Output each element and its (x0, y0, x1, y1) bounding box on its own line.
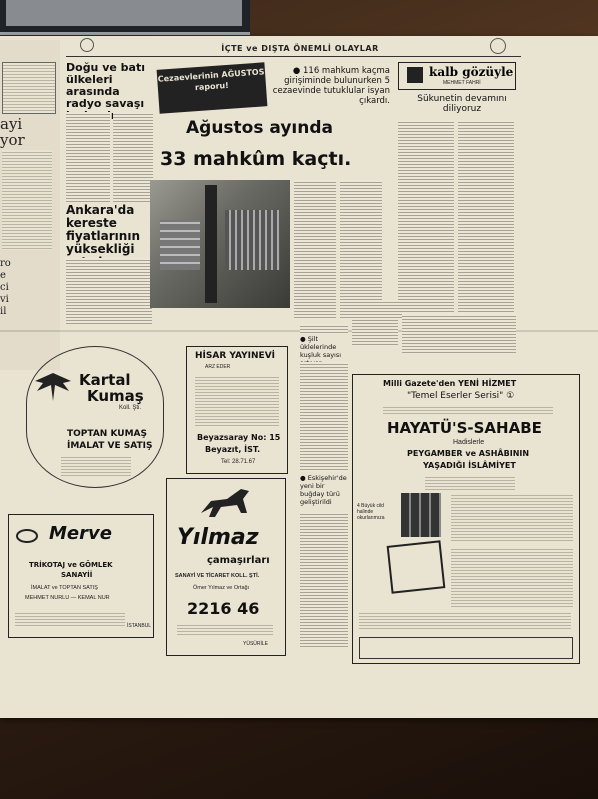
emblem-icon (80, 38, 94, 52)
hisar-title: HİSAR YAYINEVİ (195, 351, 276, 361)
yilmaz-line-1: çamaşırları (207, 555, 270, 566)
milli-book-title: HAYATÜ'S-SAHABE (387, 419, 542, 437)
hisar-address-2: Beyazıt, İST. (205, 445, 261, 454)
merve-name: Merve (49, 523, 112, 544)
milli-top-line: Milli Gazete'den YENİ HİZMET (383, 379, 517, 388)
text-column (294, 180, 336, 320)
ad-fine-print (359, 611, 571, 631)
kartal-ad (26, 346, 164, 488)
ad-fine-print (451, 547, 573, 607)
text-column (66, 112, 110, 202)
yilmaz-footer: YÜSÜRİLE (243, 641, 269, 647)
text-column (66, 258, 152, 324)
yilmaz-owners: Ömer Yılmaz ve Ortağı (193, 585, 250, 591)
fragment-text: ayi yor (0, 115, 25, 149)
books-icon (401, 493, 441, 537)
hisar-phone: Tel: 28.71.67 (221, 459, 256, 465)
hisar-subtitle: ARZ EDER (205, 364, 231, 370)
text-column (352, 300, 398, 346)
yilmaz-name: Yılmaz (177, 525, 259, 550)
text-column (2, 150, 52, 250)
column-title: kalb gözüyle (429, 65, 514, 79)
heart-icon (407, 67, 423, 83)
ad-fine-print (383, 405, 553, 415)
section-header: İÇTE ve DIŞTA ÖNEMLİ OLAYLAR (221, 44, 379, 53)
kartal-suffix: Koll. Şti. (119, 405, 142, 411)
hisar-ad (186, 346, 288, 474)
merve-line-1: TRİKOTAJ ve GÖMLEK (29, 561, 113, 569)
mid-deck: ● Şilt üklelerinde kuşluk sayısı (300, 335, 342, 359)
milli-caption: 4 Büyük cild halinde okurlarımıza (357, 503, 385, 521)
ad-fine-print (15, 611, 125, 627)
ad-fine-print (425, 475, 515, 491)
main-headline-line1: Ağustos ayında (186, 118, 333, 138)
text-column (113, 112, 153, 202)
flower-icon (15, 527, 39, 545)
story-headline: Doğu ve batı ülkeleri arasında radyo savaşı (66, 61, 146, 110)
yilmaz-line-2: SANAYİ VE TİCARET KOLL. ŞTİ. (175, 573, 260, 579)
milli-sub-1: Hadislerle (453, 439, 485, 446)
text-column (340, 180, 382, 320)
kartal-tagline-1: TOPTAN KUMAŞ (67, 429, 147, 439)
ad-fine-print (61, 455, 131, 477)
fragment-text: ro e ci vi il (0, 258, 11, 317)
column-title-box (398, 62, 516, 90)
kartal-tagline-2: İMALAT VE SATIŞ (67, 441, 153, 451)
milli-sub-2: PEYGAMBER ve ASHÂBININ (407, 449, 530, 458)
milli-series: "Temel Eserler Serisi" ① (407, 391, 515, 401)
merve-line-2: SANAYİİ (61, 571, 93, 579)
story-headline: Ankara'da kereste fiyatlarının yüksekliği (66, 203, 140, 256)
ad-fine-print (451, 493, 573, 543)
merve-owners: MEHMET NURLU — KEMAL NUR (25, 595, 110, 601)
text-column (398, 120, 454, 320)
eagle-icon (33, 367, 73, 403)
milli-sub-3: YAŞADIĞI İSLÂMİYET (423, 461, 516, 470)
kartal-name-2: Kumaş (87, 387, 144, 405)
header-rule (66, 56, 521, 57)
yilmaz-ad (166, 478, 286, 656)
prison-photo (150, 180, 290, 308)
milli-gazete-ad (352, 374, 580, 664)
merve-line-3: İMALAT ve TOPTAN SATIŞ (31, 585, 98, 591)
merve-ad (8, 514, 154, 638)
mid-deck: ● Eskişehir'de yeni bir buğday türü geliştirildi (300, 474, 347, 506)
ad-fine-print (195, 375, 279, 427)
text-column (458, 120, 514, 320)
text-column (402, 314, 516, 354)
column-subtitle: Sükunetin devamını diliyoruz (417, 94, 507, 114)
box-icon (387, 540, 446, 593)
story-badge: Cezaevlerinin AĞUSTOS raporu! (157, 62, 268, 113)
table-fragment (2, 62, 56, 114)
kartal-name-1: Kartal (79, 371, 131, 389)
text-column (300, 324, 348, 334)
hisar-address-1: Beyazsaray No: 15 (197, 433, 281, 442)
main-headline-line2: 33 mahkûm kaçtı. (160, 148, 352, 170)
emblem-icon (490, 38, 506, 54)
story-deck: ● 116 mahkum kaçma girişiminde bulunurken 5 cezaevinde tutuklular isyan çıkardı. (272, 66, 390, 106)
ad-fine-print (177, 623, 273, 637)
order-form (359, 637, 573, 659)
column-author: MEHMET FAHRİ (443, 80, 481, 86)
horse-icon (197, 483, 257, 523)
text-column (300, 512, 348, 648)
yilmaz-phone: 2216 46 (187, 599, 260, 618)
laptop-screen (6, 0, 242, 26)
text-column (300, 362, 348, 472)
merve-footer: İSTANBUL (127, 623, 152, 629)
laptop-edge (0, 0, 250, 35)
